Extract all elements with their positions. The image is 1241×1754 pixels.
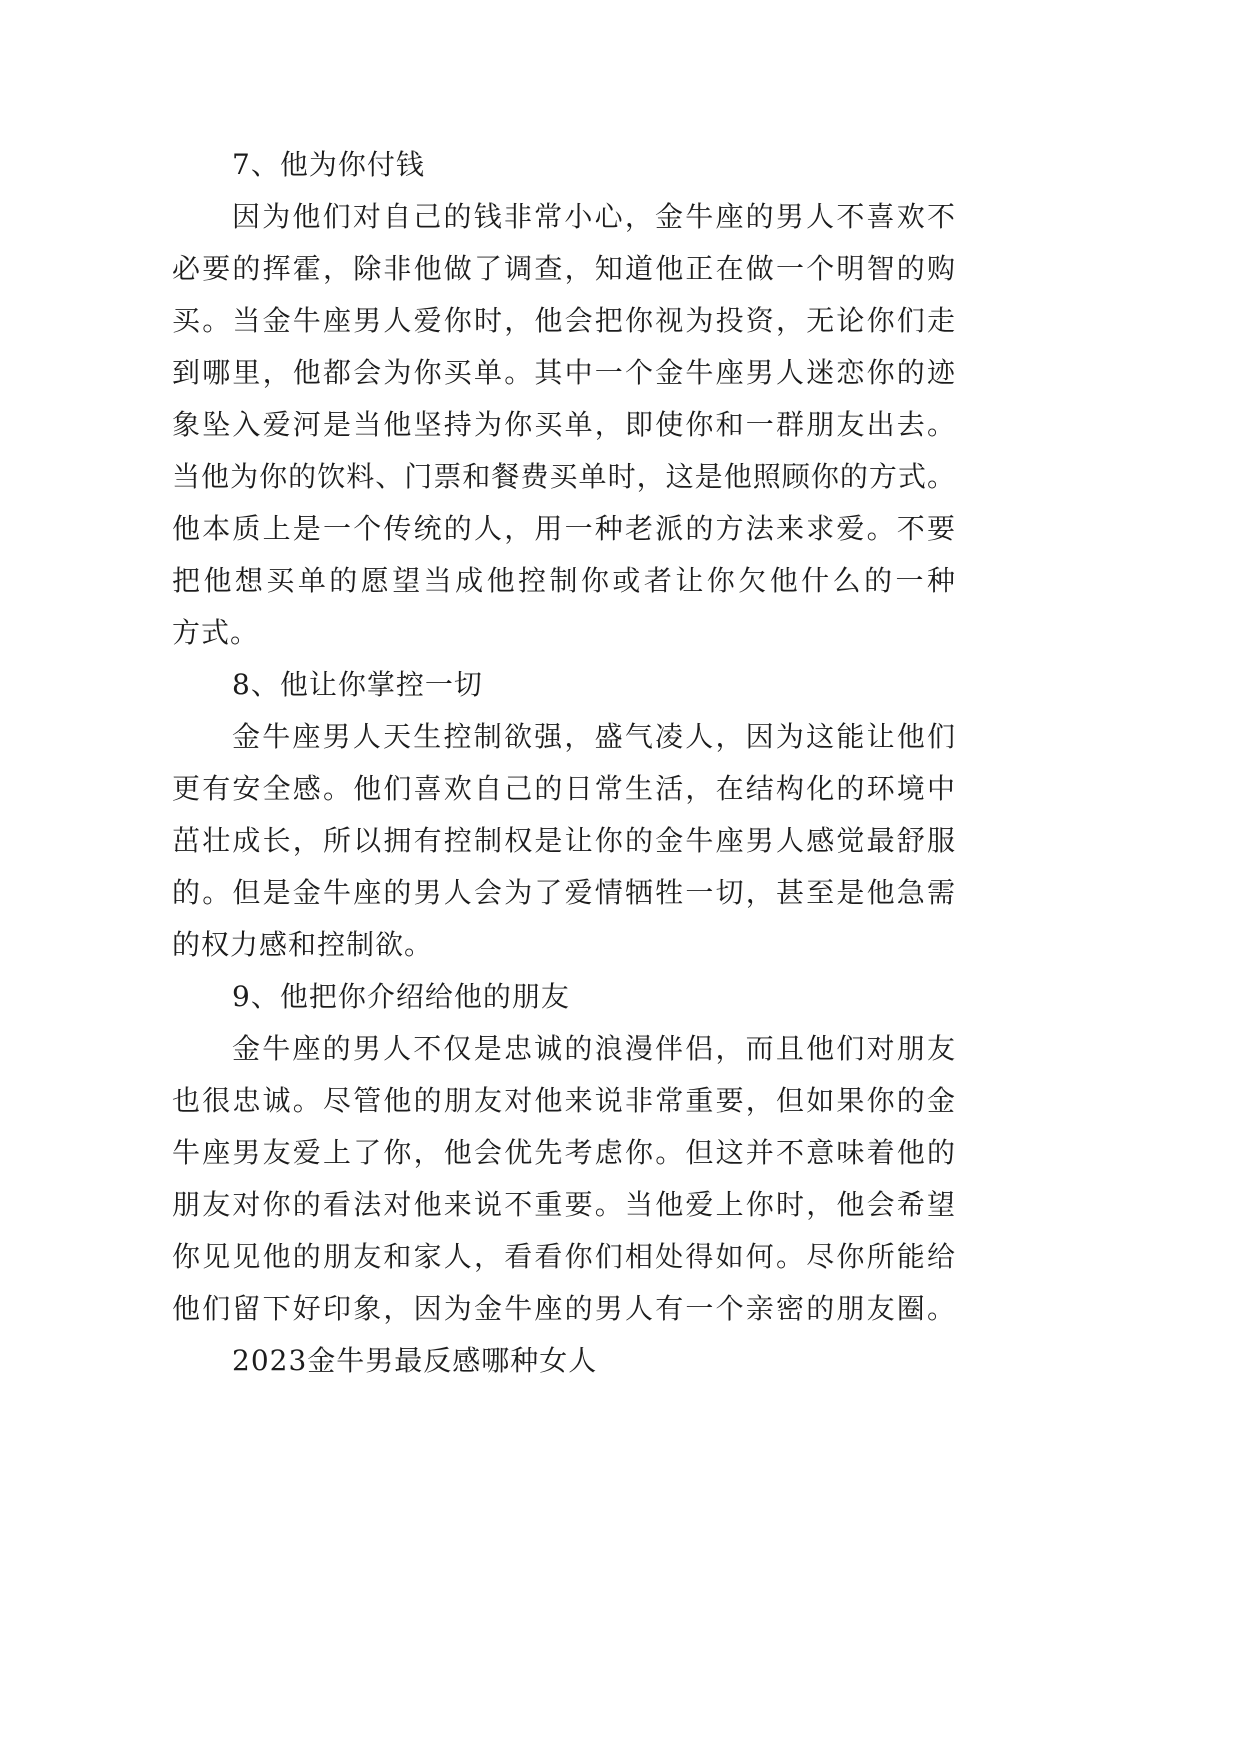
body-line: 买。当金牛座男人爱你时，他会把你视为投资，无论你们走 [172,304,955,337]
section-heading: 2023金牛男最反感哪种女人 [232,1344,598,1377]
section-heading: 7、他为你付钱 [232,148,425,181]
body-line: 的权力感和控制欲。 [172,928,434,961]
body-line: 当他为你的饮料、门票和餐费买单时，这是他照顾你的方式。 [172,460,955,493]
section [172,1335,955,1387]
body-line: 金牛座男人天生控制欲强，盛气凌人，因为这能让他们 [232,720,955,753]
body-line: 他本质上是一个传统的人，用一种老派的方法来求爱。不要 [172,512,955,545]
body-line: 你见见他的朋友和家人，看看你们相处得如何。尽你所能给 [172,1240,955,1273]
section [172,971,955,1335]
body-line: 的。但是金牛座的男人会为了爱情牺牲一切，甚至是他急需 [172,876,955,909]
body-line: 到哪里，他都会为你买单。其中一个金牛座男人迷恋你的迹 [172,356,955,389]
body-line: 他们留下好印象，因为金牛座的男人有一个亲密的朋友圈。 [172,1292,955,1325]
section [172,139,955,659]
body-line: 茁壮成长，所以拥有控制权是让你的金牛座男人感觉最舒服 [172,824,955,857]
body-line: 因为他们对自己的钱非常小心，金牛座的男人不喜欢不 [232,200,955,233]
body-line: 牛座男友爱上了你，他会优先考虑你。但这并不意味着他的 [172,1136,955,1169]
body-line: 朋友对你的看法对他来说不重要。当他爱上你时，他会希望 [172,1188,955,1221]
body-line: 金牛座的男人不仅是忠诚的浪漫伴侣，而且他们对朋友 [232,1032,955,1065]
section [172,659,955,971]
document-body [172,139,955,1387]
body-line: 更有安全感。他们喜欢自己的日常生活，在结构化的环境中 [172,772,955,805]
body-line: 象坠入爱河是当他坚持为你买单，即使你和一群朋友出去。 [172,408,955,441]
section-heading: 8、他让你掌控一切 [232,668,483,701]
body-line: 也很忠诚。尽管他的朋友对他来说非常重要，但如果你的金 [172,1084,955,1117]
section-heading: 9、他把你介绍给他的朋友 [232,980,570,1013]
body-line: 方式。 [172,616,260,649]
body-line: 把他想买单的愿望当成他控制你或者让你欠他什么的一种 [172,564,955,597]
body-line: 必要的挥霍，除非他做了调查，知道他正在做一个明智的购 [172,252,955,285]
